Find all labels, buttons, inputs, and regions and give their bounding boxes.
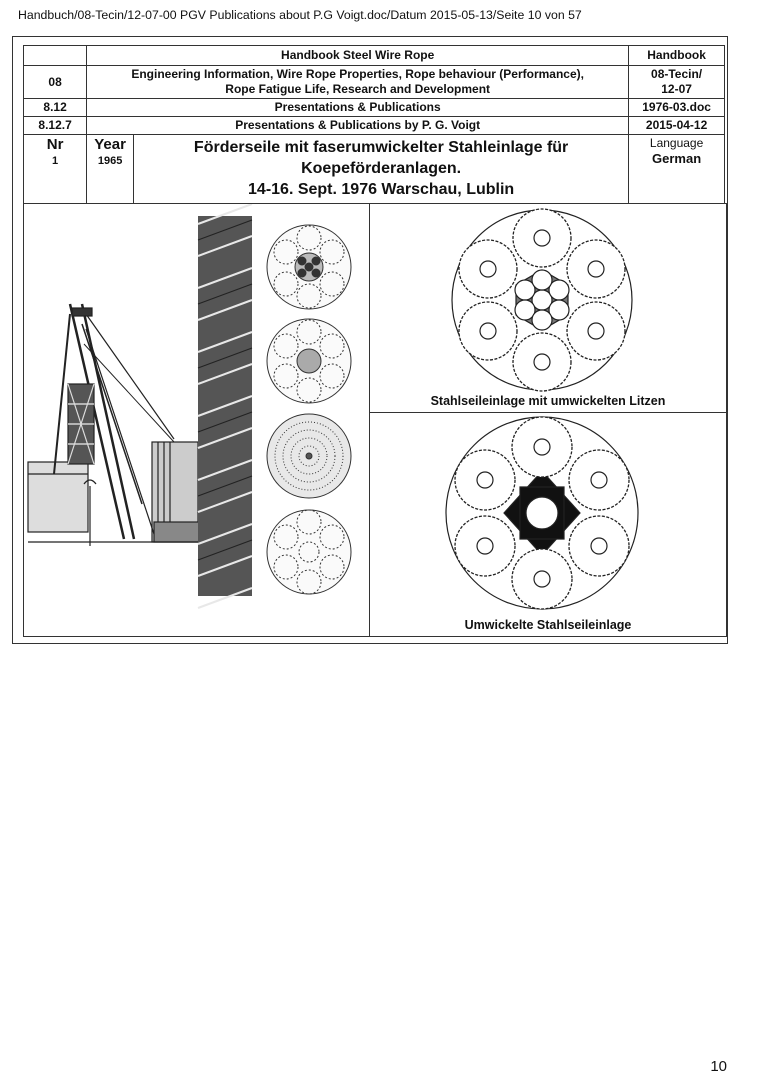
document-sheet <box>12 36 728 644</box>
cross-section-bottom-drawing <box>370 413 726 618</box>
cross-section-bottom-panel <box>370 413 726 636</box>
empty-cell <box>24 46 87 66</box>
section-reference <box>629 66 725 99</box>
year-label: Year <box>94 136 126 153</box>
cross-section-top-panel <box>370 204 726 413</box>
caption-top: Stahlseileinlage mit umwickelten Litzen <box>430 394 666 408</box>
language-value: German <box>652 151 702 166</box>
figure-panel <box>23 203 727 637</box>
publication-title-line3: 14-16. Sept. 1976 Warschau, Lublin <box>248 180 515 198</box>
handbook-label: Handbook <box>629 46 725 66</box>
info-table <box>23 45 725 204</box>
language-label: Language <box>649 136 704 150</box>
section-description-line1: Engineering Information, Wire Rope Properties, Rope behaviour (Performance), <box>131 67 584 81</box>
subsubsection-code: 8.12.7 <box>24 117 87 135</box>
year-value: 1965 <box>97 154 123 167</box>
subsubsection-date: 2015-04-12 <box>629 117 725 135</box>
publication-title-line1: Förderseile mit faserumwickelter Stahleinlage für <box>193 139 569 156</box>
headframe-drawing <box>24 204 369 636</box>
page-header: Handbuch/08-Tecin/12-07-00 PGV Publications about P.G Voigt.doc/Datum 2015-05-13/Seite 10 von 57 <box>18 8 582 22</box>
nr-cell <box>24 135 87 204</box>
nr-label: Nr <box>46 136 64 153</box>
language-cell <box>629 135 725 204</box>
caption-bottom: Umwickelte Stahlseileinlage <box>464 618 632 632</box>
section-description-line2: Rope Fatigue Life, Research and Development <box>225 82 491 96</box>
headframe-rope-illustration <box>24 204 370 636</box>
section-code: 08 <box>24 66 87 99</box>
section-description <box>87 66 629 99</box>
cross-section-top-drawing <box>370 204 726 394</box>
subsubsection-title: Presentations & Publications by P. G. Voigt <box>87 117 629 135</box>
publication-title-line2: Koepeförderanlagen. <box>301 159 462 177</box>
year-cell <box>87 135 134 204</box>
nr-value: 1 <box>52 154 59 167</box>
publication-title <box>134 135 629 204</box>
section-reference-line1: 08-Tecin/ <box>651 67 703 81</box>
section-reference-line2: 12-07 <box>661 82 692 96</box>
handbook-title: Handbook Steel Wire Rope <box>87 46 629 66</box>
subsection-file: 1976-03.doc <box>629 99 725 117</box>
subsection-title: Presentations & Publications <box>87 99 629 117</box>
page-number: 10 <box>710 1058 727 1075</box>
subsection-code: 8.12 <box>24 99 87 117</box>
